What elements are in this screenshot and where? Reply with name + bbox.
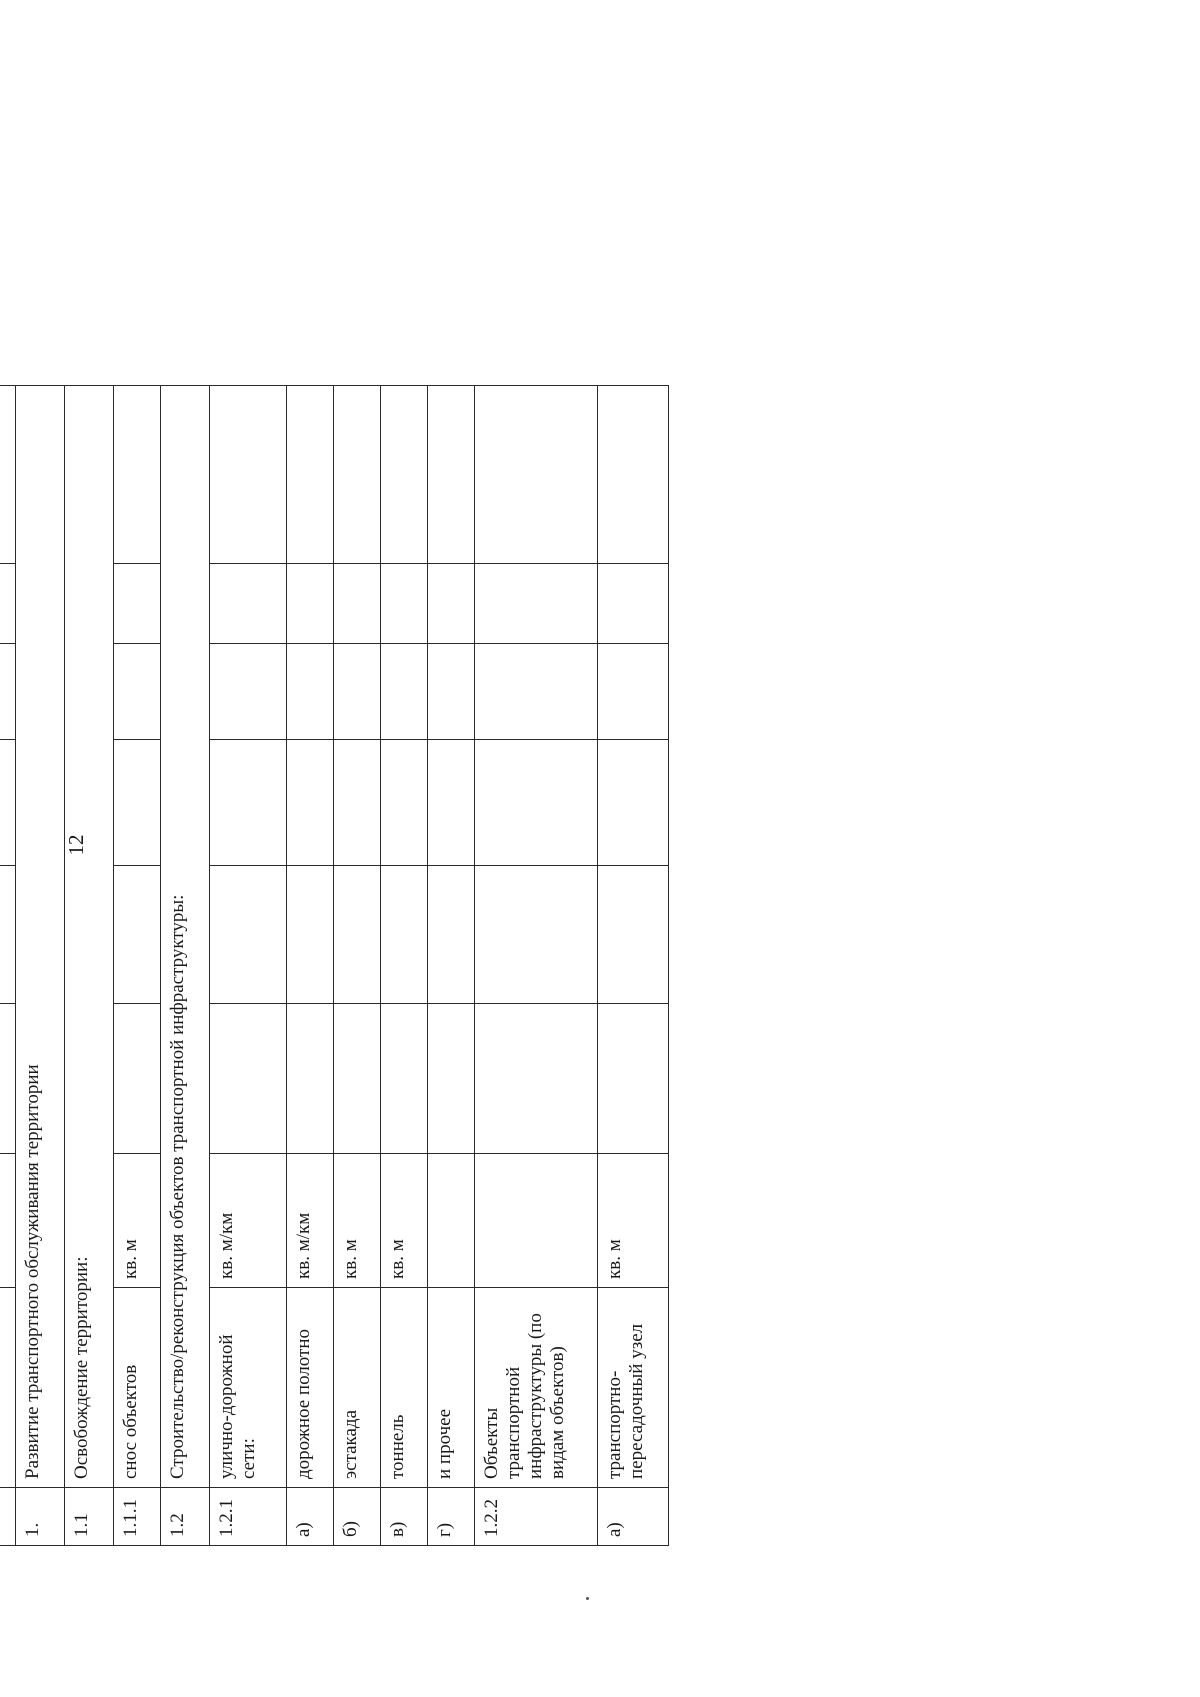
stage-2-cell (210, 564, 287, 644)
stage-more-cell (598, 385, 669, 563)
col-indicators-header (0, 1004, 16, 1154)
scan-speck (586, 1597, 589, 1600)
stage-1-cell (598, 644, 669, 740)
plot-cell (428, 740, 475, 866)
plot-cell (598, 740, 669, 866)
table-row (598, 385, 669, 1545)
table-row (475, 385, 598, 1545)
row-name: и прочее (428, 1288, 475, 1488)
row-num: в) (381, 1488, 428, 1546)
cost-cell (598, 866, 669, 1004)
cost-cell (475, 866, 598, 1004)
stage-2-header (0, 564, 16, 644)
col-plot-header (0, 740, 16, 866)
stage-more-cell (210, 385, 287, 563)
row-name: дорожное полотно (287, 1288, 334, 1488)
stage-1-cell (475, 644, 598, 740)
table-row (114, 385, 161, 1545)
section-title: Строительство/реконструкция объектов транспортной инфраструктуры: (161, 385, 210, 1487)
row-unit: кв. м (381, 1154, 428, 1288)
stage-1-header (0, 644, 16, 740)
stage-more-cell (381, 385, 428, 563)
row-num: 1.2 (161, 1488, 210, 1546)
row-num: б) (334, 1488, 381, 1546)
col-name-header (0, 1288, 16, 1488)
row-unit: кв. м (334, 1154, 381, 1288)
stage-2-cell (598, 564, 669, 644)
table-row (381, 385, 428, 1545)
cost-cell (287, 866, 334, 1004)
indicators-cell (210, 1004, 287, 1154)
section-title: Развитие транспортного обслуживания территории (16, 385, 65, 1487)
plot-cell (114, 740, 161, 866)
plot-cell (287, 740, 334, 866)
row-num: г) (428, 1488, 475, 1546)
table-row (210, 385, 287, 1545)
row-name: тоннель (381, 1288, 428, 1488)
row-num: 1. (16, 1488, 65, 1546)
stage-more-cell (334, 385, 381, 563)
measures-table (0, 385, 669, 1546)
row-num: 1.2.1 (210, 1488, 287, 1546)
indicators-cell (381, 1004, 428, 1154)
plot-cell (475, 740, 598, 866)
row-name: транспортно-пересадочный узел (598, 1288, 669, 1488)
stage-more-cell (428, 385, 475, 563)
stage-more-header (0, 385, 16, 563)
row-unit (428, 1154, 475, 1288)
section-row (161, 385, 210, 1545)
row-name: эстакада (334, 1288, 381, 1488)
row-name: Объекты транспортной инфраструктуры (по видам объектов) (475, 1288, 598, 1488)
stage-2-cell (428, 564, 475, 644)
cost-cell (428, 866, 475, 1004)
table-row (287, 385, 334, 1545)
indicators-cell (475, 1004, 598, 1154)
table-row (428, 385, 475, 1545)
col-unit-header (0, 1154, 16, 1288)
cost-cell (334, 866, 381, 1004)
stage-2-cell (381, 564, 428, 644)
indicators-cell (334, 1004, 381, 1154)
row-num: 1.1 (65, 1488, 114, 1546)
cost-cell (114, 866, 161, 1004)
stage-1-cell (287, 644, 334, 740)
row-unit (475, 1154, 598, 1288)
col-num-header (0, 1488, 16, 1546)
rotated-content (0, 386, 647, 1546)
indicators-cell (114, 1004, 161, 1154)
stage-1-cell (334, 644, 381, 740)
stage-2-cell (287, 564, 334, 644)
cost-cell (381, 866, 428, 1004)
stage-1-cell (428, 644, 475, 740)
row-unit: кв. м (598, 1154, 669, 1288)
stage-more-cell (114, 385, 161, 563)
indicators-cell (598, 1004, 669, 1154)
row-num: 1.1.1 (114, 1488, 161, 1546)
stage-2-cell (114, 564, 161, 644)
plot-cell (381, 740, 428, 866)
page-number: 12 (64, 834, 88, 856)
indicators-cell (287, 1004, 334, 1154)
stage-1-cell (381, 644, 428, 740)
cost-cell (210, 866, 287, 1004)
stage-1-cell (114, 644, 161, 740)
indicators-cell (428, 1004, 475, 1154)
row-unit: кв. м (114, 1154, 161, 1288)
row-unit: кв. м/км (287, 1154, 334, 1288)
row-num: а) (287, 1488, 334, 1546)
section-title: Освобождение территории: (65, 385, 114, 1487)
row-num: 1.2.2 (475, 1488, 598, 1546)
plot-cell (334, 740, 381, 866)
stage-2-cell (475, 564, 598, 644)
row-name: снос объектов (114, 1288, 161, 1488)
section-row (65, 385, 114, 1545)
stage-more-cell (287, 385, 334, 563)
stage-more-cell (475, 385, 598, 563)
plot-cell (210, 740, 287, 866)
row-num: а) (598, 1488, 669, 1546)
col-cost-header (0, 866, 16, 1004)
table-row (334, 385, 381, 1545)
row-unit: кв. м/км (210, 1154, 287, 1288)
stage-1-cell (210, 644, 287, 740)
row-name: улично-дорожной сети: (210, 1288, 287, 1488)
section-row (16, 385, 65, 1545)
stage-2-cell (334, 564, 381, 644)
